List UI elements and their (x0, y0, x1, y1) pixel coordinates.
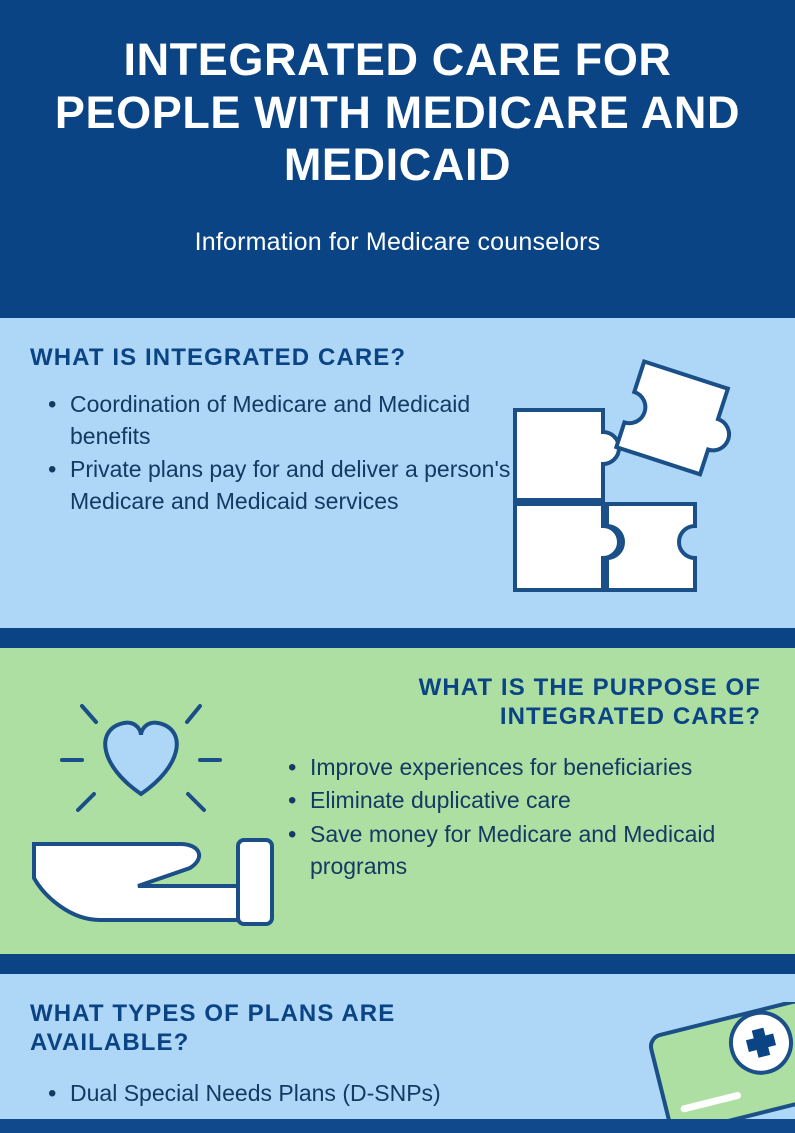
page-title: INTEGRATED CARE FOR PEOPLE WITH MEDICARE AND MEDICAID (54, 34, 741, 191)
section-2-content (288, 674, 765, 885)
medical-card-icon (601, 1002, 795, 1119)
list-item: • Dual Special Needs Plans (D-SNPs) (70, 1078, 765, 1110)
list-item: • Private plans pay for and deliver a person's Medicare and Medicaid services (70, 454, 530, 517)
list-item: • Eliminate duplicative care (310, 785, 765, 817)
list-item: • Save money for Medicare and Medicaid programs (310, 819, 765, 882)
puzzle-pieces-icon (507, 352, 775, 598)
divider-2 (0, 954, 795, 974)
section-1-content (30, 344, 530, 518)
divider-1 (0, 628, 795, 648)
header-banner (0, 0, 795, 318)
section-what-is-integrated-care (0, 318, 795, 628)
page-subtitle: Information for Medicare counselors (194, 227, 601, 256)
list-item: • Improve experiences for beneficiaries (310, 752, 765, 784)
section-2-heading: WHAT IS THE PURPOSE OF INTEGRATED CARE? (418, 674, 761, 730)
section-3-heading: WHAT TYPES OF PLANS ARE AVAILABLE? (30, 1000, 396, 1056)
section-purpose-of-integrated-care (0, 648, 795, 954)
hand-holding-heart-icon (30, 674, 288, 932)
section-1-bullet-list (30, 389, 530, 518)
section-types-of-plans (0, 974, 795, 1119)
list-item: • Coordination of Medicare and Medicaid benefits (70, 389, 530, 452)
section-2-bullet-list (288, 752, 765, 883)
section-1-heading: WHAT IS INTEGRATED CARE? (30, 344, 407, 371)
